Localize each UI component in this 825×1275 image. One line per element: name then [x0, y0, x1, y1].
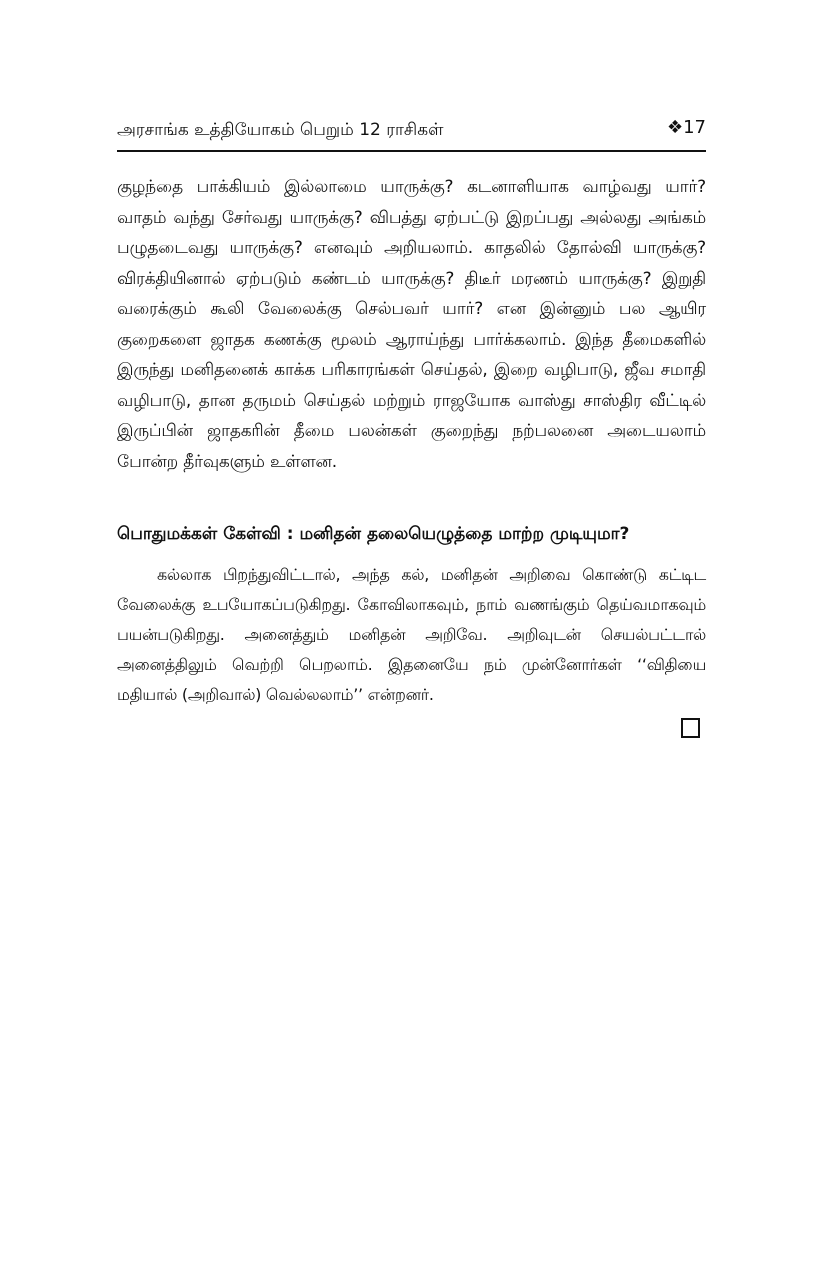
section-heading: பொதுமக்கள் கேள்வி : மனிதன் தலையெழுத்தை மாற்ற முடியுமா? — [117, 524, 630, 544]
page-number: ❖17 — [666, 117, 706, 138]
body-paragraph-1: குழந்தை பாக்கியம் இல்லாமை யாருக்கு? கடனாளியாக வாழ்வது யார்? வாதம் வந்து சேர்வது யாருக்கு? விபத்து ஏற்பட்டு இறப்பது அல்லது அங்கம் பழுதடைவது யாருக்கு? எனவும் அறியலாம். காதலில் தோல்வி யாருக்கு? விரக்தியினால் ஏற்படும் கண்டம் யாருக்கு? திடீர் மரணம் யாருக்கு? இறுதி வரைக்கும் கூலி வேலைக்கு செல்பவர் யார்? என இன்னும் பல ஆயிர குறைகளை ஜாதக கணக்கு மூலம் ஆராய்ந்து பார்க்கலாம். இந்த தீமைகளில் இருந்து மனிதனைக் காக்க பரிகாரங்கள் செய்தல், இறை வழிபாடு, ஜீவ சமாதி வழிபாடு, தான தருமம் செய்தல் மற்றும் ராஜயோக வாஸ்து சாஸ்திர வீட்டில் இருப்பின் ஜாதகரின் தீமை பலன்கள் குறைந்து நற்பலனை அடையலாம் போன்ற தீர்வுகளும் உள்ளன. — [117, 177, 706, 472]
page-header — [117, 118, 706, 148]
square-end-mark-icon — [681, 718, 700, 738]
running-title: அரசாங்க உத்தியோகம் பெறும் 12 ராசிகள் — [117, 120, 444, 140]
header-rule — [117, 150, 706, 152]
body-paragraph-2: கல்லாக பிறந்துவிட்டால், அந்த கல், மனிதன் அறிவை கொண்டு கட்டிட வேலைக்கு உபயோகப்படுகிறது. கோவிலாகவும், நாம் வணங்கும் தெய்வமாகவும் பயன்படுகிறது. அனைத்தும் மனிதன் அறிவே. அறிவுடன் செயல்பட்டால் அனைத்திலும் வெற்றி பெறலாம். இதனையே நம் முன்னோர்கள் ‘‘விதியை மதியால் (அறிவால்) வெல்லலாம்’’ என்றனர். — [117, 565, 706, 704]
